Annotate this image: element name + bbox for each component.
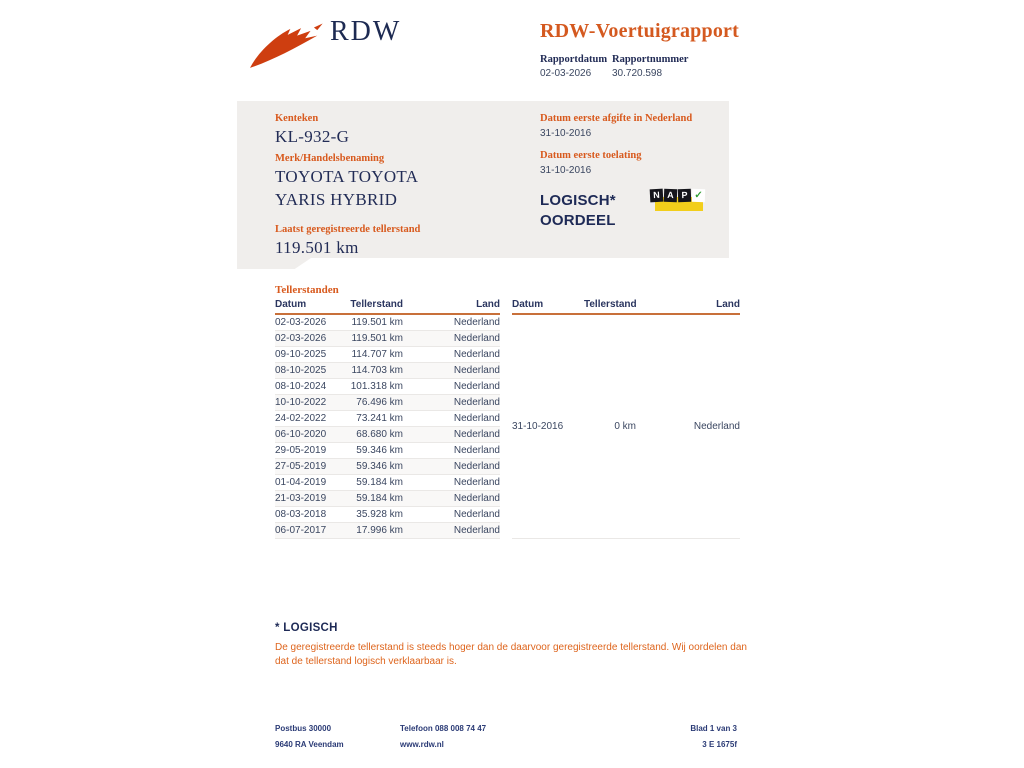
table-cell: 59.184 km <box>345 491 403 507</box>
column-header-land: Land <box>403 297 500 314</box>
table-cell: Nederland <box>403 395 500 411</box>
table-cell: 76.496 km <box>345 395 403 411</box>
table-cell: 29-05-2019 <box>275 443 345 459</box>
table-cell: Nederland <box>403 491 500 507</box>
report-number-label: Rapportnummer <box>612 54 689 65</box>
logisch-footnote <box>275 622 747 669</box>
oordeel-line1: LOGISCH* <box>540 192 616 209</box>
footer-page-number: Blad 1 van 3 <box>690 724 737 733</box>
table-row <box>275 395 500 411</box>
merk-label: Merk/Handelsbenaming <box>275 153 385 164</box>
column-header-datum: Datum <box>275 297 345 314</box>
column-header-land: Land <box>636 297 740 314</box>
page-footer <box>275 724 737 749</box>
table-cell: 31-10-2016 <box>512 314 584 539</box>
table-cell: 101.318 km <box>345 379 403 395</box>
table-cell: 59.346 km <box>345 443 403 459</box>
oordeel-line2: OORDEEL <box>540 212 616 229</box>
table-cell: Nederland <box>403 523 500 539</box>
table-cell: 59.184 km <box>345 475 403 491</box>
tellerstand-value: 119.501 km <box>275 238 359 257</box>
report-date-label: Rapportdatum <box>540 54 608 65</box>
table-cell: 06-10-2020 <box>275 427 345 443</box>
footer-phone: Telefoon 088 008 74 47 <box>400 724 487 733</box>
merk-value-line2: YARIS HYBRID <box>275 190 398 209</box>
panel-tail-decoration <box>237 258 311 269</box>
table-row <box>275 475 500 491</box>
table-cell: 68.680 km <box>345 427 403 443</box>
table-cell: Nederland <box>403 411 500 427</box>
kenteken-label: Kenteken <box>275 113 319 124</box>
table-cell: 59.346 km <box>345 459 403 475</box>
table-row <box>275 363 500 379</box>
table-cell: 0 km <box>584 314 636 539</box>
report-header <box>540 20 790 79</box>
footnote-title: * LOGISCH <box>275 622 338 634</box>
kenteken-value: KL-932-G <box>275 127 350 146</box>
table-row <box>275 443 500 459</box>
table-cell: 119.501 km <box>345 314 403 331</box>
table-cell: Nederland <box>403 363 500 379</box>
table-cell: Nederland <box>403 443 500 459</box>
table-cell: Nederland <box>636 314 740 539</box>
nap-logo <box>650 188 706 214</box>
table-row <box>275 507 500 523</box>
table-cell: 35.928 km <box>345 507 403 523</box>
table-row <box>275 379 500 395</box>
table-cell: 09-10-2025 <box>275 347 345 363</box>
table-row <box>512 314 740 539</box>
table-cell: 114.707 km <box>345 347 403 363</box>
table-cell: Nederland <box>403 379 500 395</box>
nap-letter-p: P <box>678 189 691 202</box>
table-cell: 08-10-2025 <box>275 363 345 379</box>
page-title: RDW-Voertuigrapport <box>540 20 739 42</box>
table-cell: 24-02-2022 <box>275 411 345 427</box>
tellerstanden-section-title: Tellerstanden <box>275 284 339 296</box>
odometer-table-right <box>512 297 740 539</box>
table-cell: Nederland <box>403 347 500 363</box>
table-row <box>275 314 500 331</box>
nap-check-icon: ✓ <box>692 189 705 202</box>
table-cell: 114.703 km <box>345 363 403 379</box>
table-cell: Nederland <box>403 459 500 475</box>
afgifte-value: 31-10-2016 <box>540 128 592 139</box>
table-cell: 02-03-2026 <box>275 314 345 331</box>
column-header-datum: Datum <box>512 297 584 314</box>
toelating-label: Datum eerste toelating <box>540 150 642 161</box>
table-cell: 27-05-2019 <box>275 459 345 475</box>
footnote-body: De geregistreerde tellerstand is steeds hoger dan de daarvoor geregistreerde tellerstand. Wij oordelen dan dat de tellerstand logisch verklaarbaar is. <box>275 642 747 667</box>
table-row <box>275 427 500 443</box>
table-cell: 08-10-2024 <box>275 379 345 395</box>
table-cell: 10-10-2022 <box>275 395 345 411</box>
table-cell: Nederland <box>403 331 500 347</box>
vehicle-summary-panel <box>237 101 729 258</box>
table-row <box>275 523 500 539</box>
table-cell: Nederland <box>403 475 500 491</box>
table-cell: 119.501 km <box>345 331 403 347</box>
merk-value-line1: TOYOTA TOYOTA <box>275 167 419 186</box>
odometer-table-left <box>275 297 500 539</box>
table-row <box>275 411 500 427</box>
table-cell: 08-03-2018 <box>275 507 345 523</box>
tellerstanden-tables <box>275 297 740 539</box>
toelating-value: 31-10-2016 <box>540 165 592 176</box>
table-cell: 01-04-2019 <box>275 475 345 491</box>
table-row <box>275 331 500 347</box>
table-cell: 02-03-2026 <box>275 331 345 347</box>
report-meta <box>540 54 790 79</box>
tellerstand-label: Laatst geregistreerde tellerstand <box>275 224 421 235</box>
table-cell: Nederland <box>403 314 500 331</box>
afgifte-label: Datum eerste afgifte in Nederland <box>540 113 693 124</box>
footer-website: www.rdw.nl <box>400 740 444 749</box>
column-header-tellerstand: Tellerstand <box>584 297 636 314</box>
rdw-logo-wing-icon <box>250 22 324 72</box>
table-header-row <box>512 297 740 314</box>
table-cell: 73.241 km <box>345 411 403 427</box>
table-row <box>275 459 500 475</box>
column-header-tellerstand: Tellerstand <box>345 297 403 314</box>
nap-letter-n: N <box>650 189 664 203</box>
table-row <box>275 491 500 507</box>
table-cell: 06-07-2017 <box>275 523 345 539</box>
table-row <box>275 347 500 363</box>
nap-letter-a: A <box>664 189 677 202</box>
footer-address-line1: Postbus 30000 <box>275 724 332 733</box>
table-cell: Nederland <box>403 507 500 523</box>
table-header-row <box>275 297 500 314</box>
footer-address-line2: 9640 RA Veendam <box>275 740 344 749</box>
report-date-value: 02-03-2026 <box>540 68 592 79</box>
rdw-logo-text: RDW <box>330 16 402 47</box>
table-cell: 21-03-2019 <box>275 491 345 507</box>
report-number-value: 30.720.598 <box>612 68 663 79</box>
table-cell: 17.996 km <box>345 523 403 539</box>
table-cell: Nederland <box>403 427 500 443</box>
footer-form-code: 3 E 1675f <box>702 740 737 749</box>
